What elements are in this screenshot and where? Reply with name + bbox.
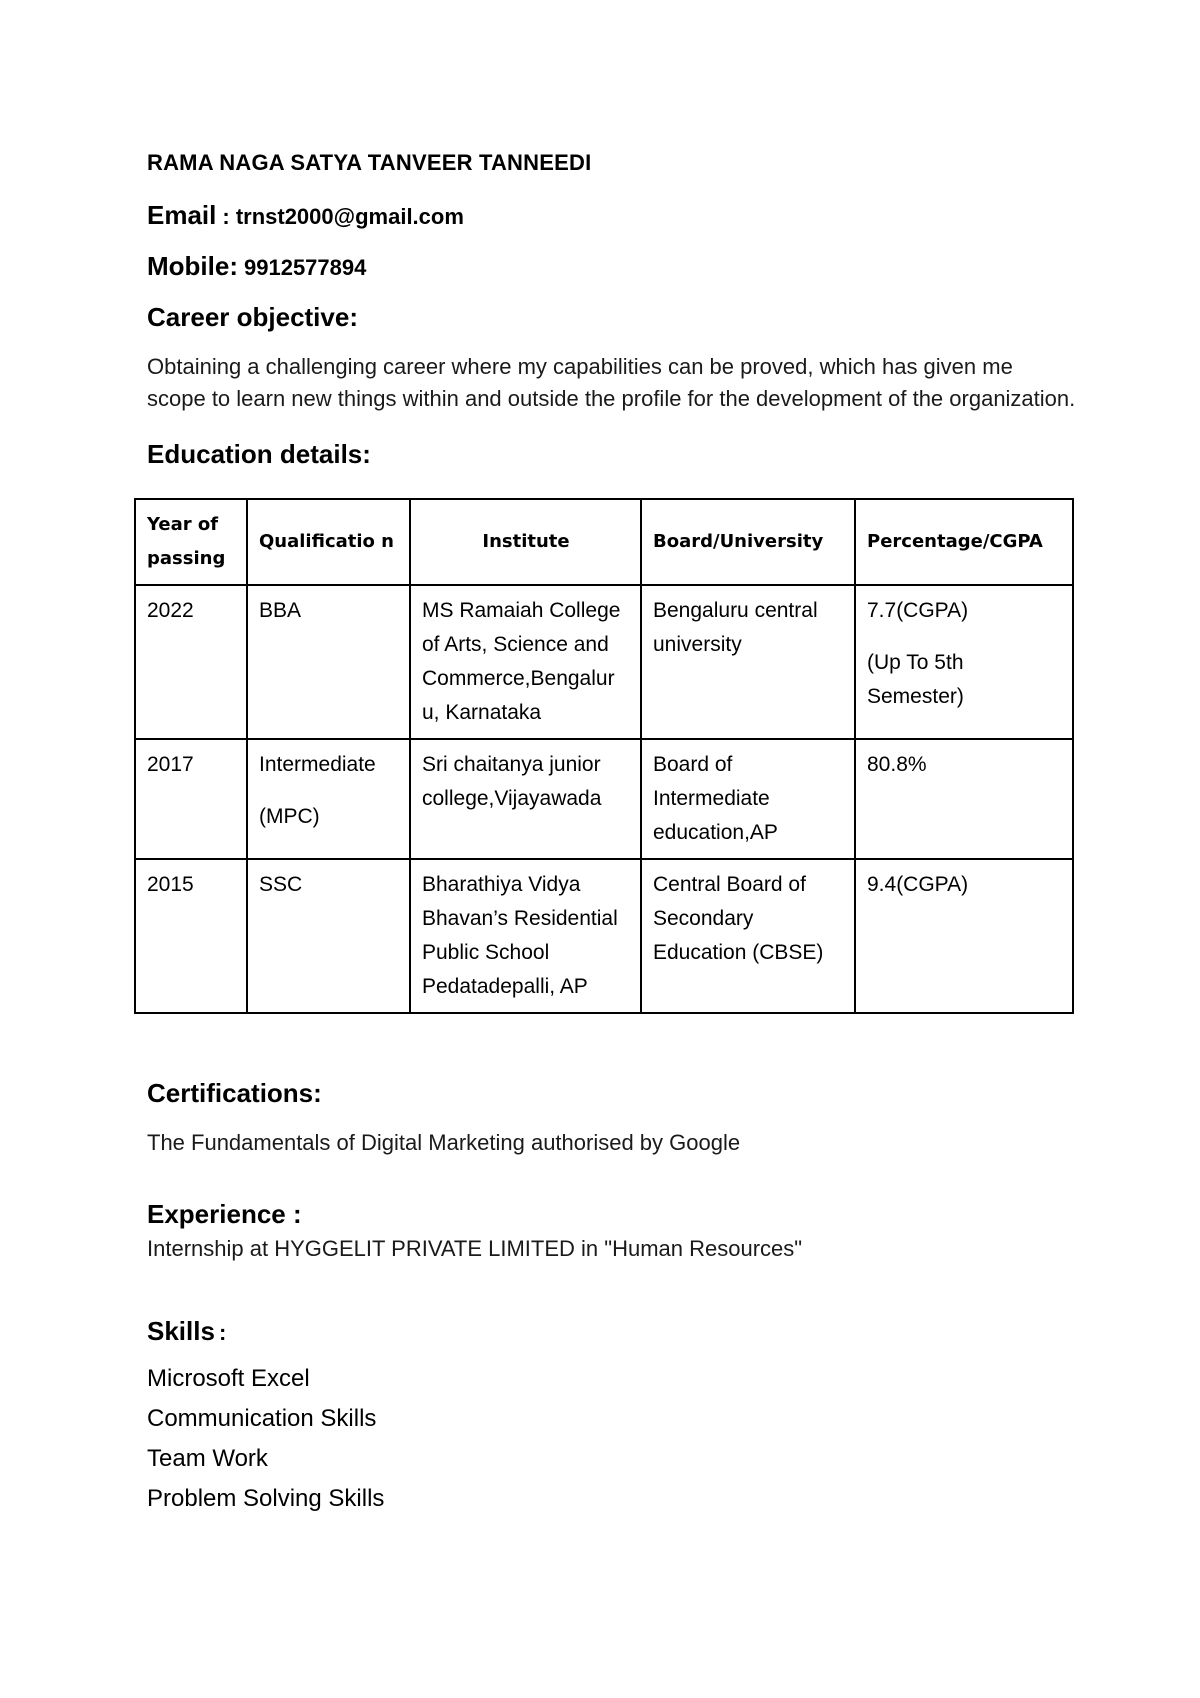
cell-year: 2015 bbox=[135, 859, 247, 1013]
cell-score: 80.8% bbox=[855, 739, 1073, 859]
candidate-name: RAMA NAGA SATYA TANVEER TANNEEDI bbox=[147, 150, 592, 175]
cell-board: Bengaluru central university bbox=[641, 585, 855, 739]
cell-board: Central Board of Secondary Education (CBSE) bbox=[641, 859, 855, 1013]
score-note: (Up To 5th Semester) bbox=[867, 651, 964, 708]
experience-heading: Experience : bbox=[147, 1199, 302, 1229]
table-row bbox=[135, 585, 1073, 739]
header-percentage: Percentage/CGPA bbox=[855, 499, 1073, 585]
header-year: Year of passing bbox=[135, 499, 247, 585]
mobile-label: Mobile: bbox=[147, 251, 238, 281]
cell-institute: MS Ramaiah College of Arts, Science and Commerce,Bengalur u, Karnataka bbox=[410, 585, 641, 739]
mobile-line bbox=[147, 251, 1077, 282]
experience-section bbox=[147, 1199, 1077, 1262]
certifications-heading: Certifications: bbox=[147, 1078, 322, 1108]
qualification-value: Intermediate bbox=[259, 753, 376, 776]
cell-score: 9.4(CGPA) bbox=[855, 859, 1073, 1013]
header-institute: Institute bbox=[410, 499, 641, 585]
resume-page bbox=[147, 150, 1077, 1519]
career-objective-heading: Career objective: bbox=[147, 302, 358, 332]
header-board: Board/University bbox=[641, 499, 855, 585]
email-value: : trnst2000@gmail.com bbox=[222, 204, 464, 229]
skills-list bbox=[147, 1359, 1077, 1519]
mobile-value: 9912577894 bbox=[244, 255, 367, 280]
table-row bbox=[135, 739, 1073, 859]
list-item: Team Work bbox=[147, 1445, 268, 1472]
career-objective-text: Obtaining a challenging career where my capabilities can be proved, which has given me scope to learn new things within and outside the profile for the development of the organization. bbox=[147, 354, 1076, 411]
email-line bbox=[147, 200, 1077, 231]
email-label: Email bbox=[147, 200, 217, 230]
header-qualification: Qualificatio n bbox=[247, 499, 410, 585]
table-row bbox=[135, 859, 1073, 1013]
skills-heading: Skills bbox=[147, 1316, 215, 1346]
list-item: Communication Skills bbox=[147, 1405, 377, 1432]
cell-institute: Bharathiya Vidya Bhavan’s Residential Public School Pedatadepalli, AP bbox=[410, 859, 641, 1013]
list-item: Problem Solving Skills bbox=[147, 1485, 385, 1512]
score-value: 7.7(CGPA) bbox=[867, 599, 969, 622]
table-header-row bbox=[135, 499, 1073, 585]
qualification-note: (MPC) bbox=[259, 805, 320, 828]
cell-qualification bbox=[247, 739, 410, 859]
certifications-text: The Fundamentals of Digital Marketing authorised by Google bbox=[147, 1130, 741, 1155]
cell-qualification: BBA bbox=[247, 585, 410, 739]
skills-heading-line bbox=[147, 1316, 1077, 1347]
cell-year: 2022 bbox=[135, 585, 247, 739]
education-table bbox=[134, 498, 1074, 1014]
experience-text: Internship at HYGGELIT PRIVATE LIMITED in "Human Resources" bbox=[147, 1236, 803, 1261]
list-item: Microsoft Excel bbox=[147, 1365, 310, 1392]
skills-colon: : bbox=[218, 1320, 227, 1345]
cell-score bbox=[855, 585, 1073, 739]
cell-institute: Sri chaitanya junior college,Vijayawada bbox=[410, 739, 641, 859]
cell-qualification: SSC bbox=[247, 859, 410, 1013]
cell-year: 2017 bbox=[135, 739, 247, 859]
cell-board: Board of Intermediate education,AP bbox=[641, 739, 855, 859]
certifications-section bbox=[147, 1078, 1077, 1159]
education-heading: Education details: bbox=[147, 439, 371, 469]
